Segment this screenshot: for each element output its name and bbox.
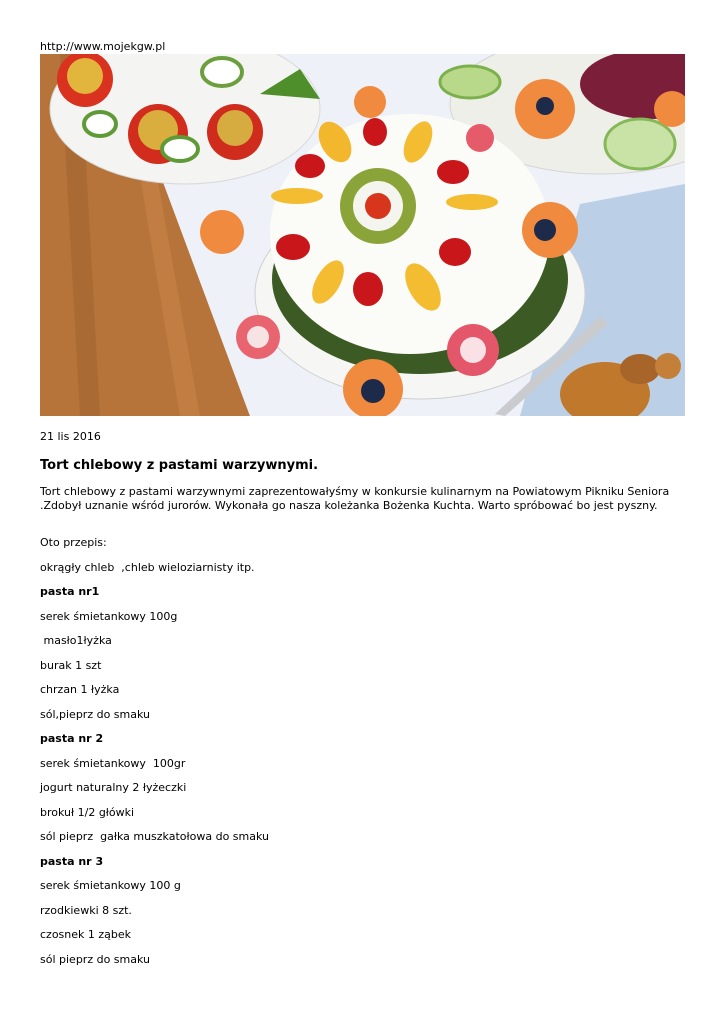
- pasta2-item: sól pieprz gałka muszkatołowa do smaku: [40, 830, 269, 843]
- pasta1-heading: pasta nr1: [40, 585, 100, 598]
- pasta2-item: brokuł 1/2 główki: [40, 806, 135, 819]
- pasta1-item: chrzan 1 łyżka: [40, 683, 120, 696]
- pasta3-item: rzodkiewki 8 szt.: [40, 904, 132, 917]
- pasta2-heading: pasta nr 2: [40, 732, 104, 745]
- pasta3-heading: pasta nr 3: [40, 855, 104, 868]
- post-date: 21 lis 2016: [40, 430, 101, 443]
- pasta3-item: sól pieprz do smaku: [40, 953, 150, 966]
- recipe-label: Oto przepis:: [40, 536, 107, 549]
- pasta3-item: serek śmietankowy 100 g: [40, 879, 181, 892]
- recipe-base: okrągły chleb ,chleb wieloziarnisty itp.: [40, 561, 255, 574]
- pasta1-item: sól,pieprz do smaku: [40, 708, 150, 721]
- pasta1-item: masło1łyżka: [40, 634, 112, 647]
- pasta1-item: burak 1 szt: [40, 659, 102, 672]
- post-title: Tort chlebowy z pastami warzywnymi.: [40, 458, 319, 473]
- pasta2-item: jogurt naturalny 2 łyżeczki: [40, 781, 187, 794]
- post-intro: Tort chlebowy z pastami warzywnymi zaprezentowałyśmy w konkursie kulinarnym na Powiatowym Pikniku Seniora .Zdobył uznanie wśród jurorów. Wykonała go nasza koleżanka Bożenka Kuchta. Warto spróbować bo jest pyszny.: [40, 485, 670, 512]
- pasta1-item: serek śmietankowy 100g: [40, 610, 178, 623]
- pasta2-item: serek śmietankowy 100gr: [40, 757, 186, 770]
- pasta3-item: czosnek 1 ząbek: [40, 928, 132, 941]
- page-url[interactable]: http://www.mojekgw.pl: [40, 40, 166, 53]
- bread-cake-photo: [40, 54, 685, 416]
